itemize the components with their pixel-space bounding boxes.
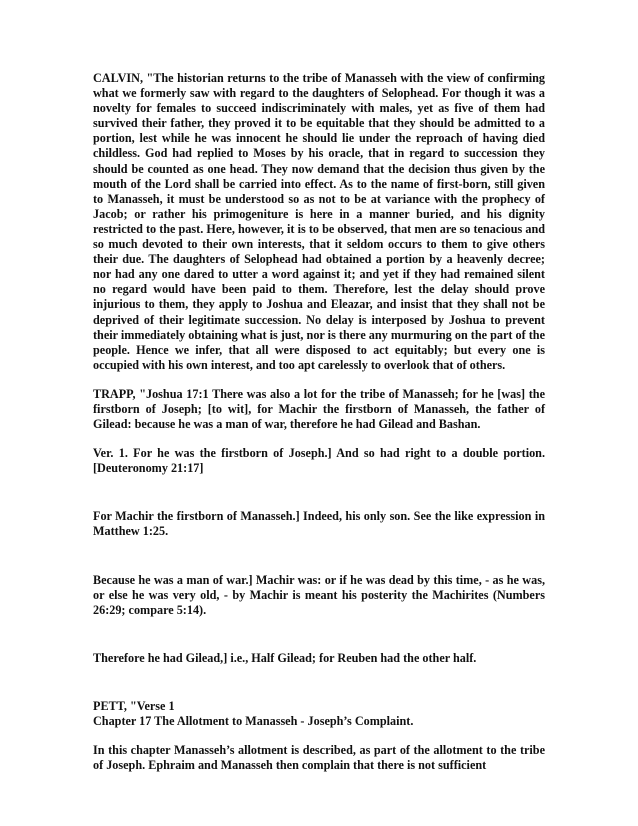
document-body [93, 71, 545, 773]
man-of-war-note-paragraph: Because he was a man of war.] Machir was: or if he was dead by this time, - as he was, or else he was very old, - by Machir is meant his posterity the Machirites (Numbers 26:29; compare 5:14). [93, 572, 545, 617]
pett-body-paragraph: In this chapter Manasseh’s allotment is described, as part of the allotment to the tribe of Joseph. Ephraim and Manasseh then complain that there is not sufficient [93, 743, 545, 773]
calvin-commentary-paragraph: CALVIN, "The historian returns to the tribe of Manasseh with the view of confirming what we formerly saw with regard to the daughters of Selophead. For though it was a novelty for females to succeed indiscriminately with males, yet as five of them had survived their father, they proved it to be equitable that they should be admitted to a portion, lest while he was innocent he should lie under the reproach of having died childless. God had replied to Moses by his oracle, that in regard to succession they should be counted as one head. They now demand that the decision thus given by the mouth of the Lord shall be carried into effect. As to the name of first-born, still given to Manasseh, it must be understood so as not to be at variance with the prophecy of Jacob; or rather his primogeniture is here in a manner buried, and his dignity restricted to the past. Here, however, it is to be observed, that men are so tenacious and so much devoted to their own interests, that it seldom occurs to them to give others their due. The daughters of Selophead had obtained a portion by a heavenly decree; nor had any one dared to utter a word against it; and yet if they had remained silent no regard would have been paid to them. Therefore, lest the delay should prove injurious to them, they apply to Joshua and Eleazar, and insist that they shall not be deprived of their legitimate succession. No delay is interposed by Joshua to prevent their immediately obtaining what is just, nor is there any murmuring on the part of the people. Hence we infer, that all were disposed to act equitably; but every one is occupied with his own interest, and too apt carelessly to overlook that of others. [93, 71, 545, 372]
trapp-commentary-paragraph: TRAPP, "Joshua 17:1 There was also a lot for the tribe of Manasseh; for he [was] the firstborn of Joseph; [to wit], for Machir the firstborn of Manasseh, the father of Gilead: because he was a man of war, therefore he had Gilead and Bashan. [93, 386, 545, 432]
pett-verse-heading: PETT, "Verse 1 [93, 698, 175, 713]
pett-chapter-heading: Chapter 17 The Allotment to Manasseh - Joseph’s Complaint. [93, 714, 414, 728]
gilead-note-paragraph: Therefore he had Gilead,] i.e., Half Gilead; for Reuben had the other half. [93, 650, 477, 665]
machir-note-paragraph: For Machir the firstborn of Manasseh.] Indeed, his only son. See the like expression in Matthew 1:25. [93, 509, 545, 539]
verse-1-note-paragraph: Ver. 1. For he was the firstborn of Joseph.] And so had right to a double portion. [Deuteronomy 21:17] [93, 446, 545, 476]
